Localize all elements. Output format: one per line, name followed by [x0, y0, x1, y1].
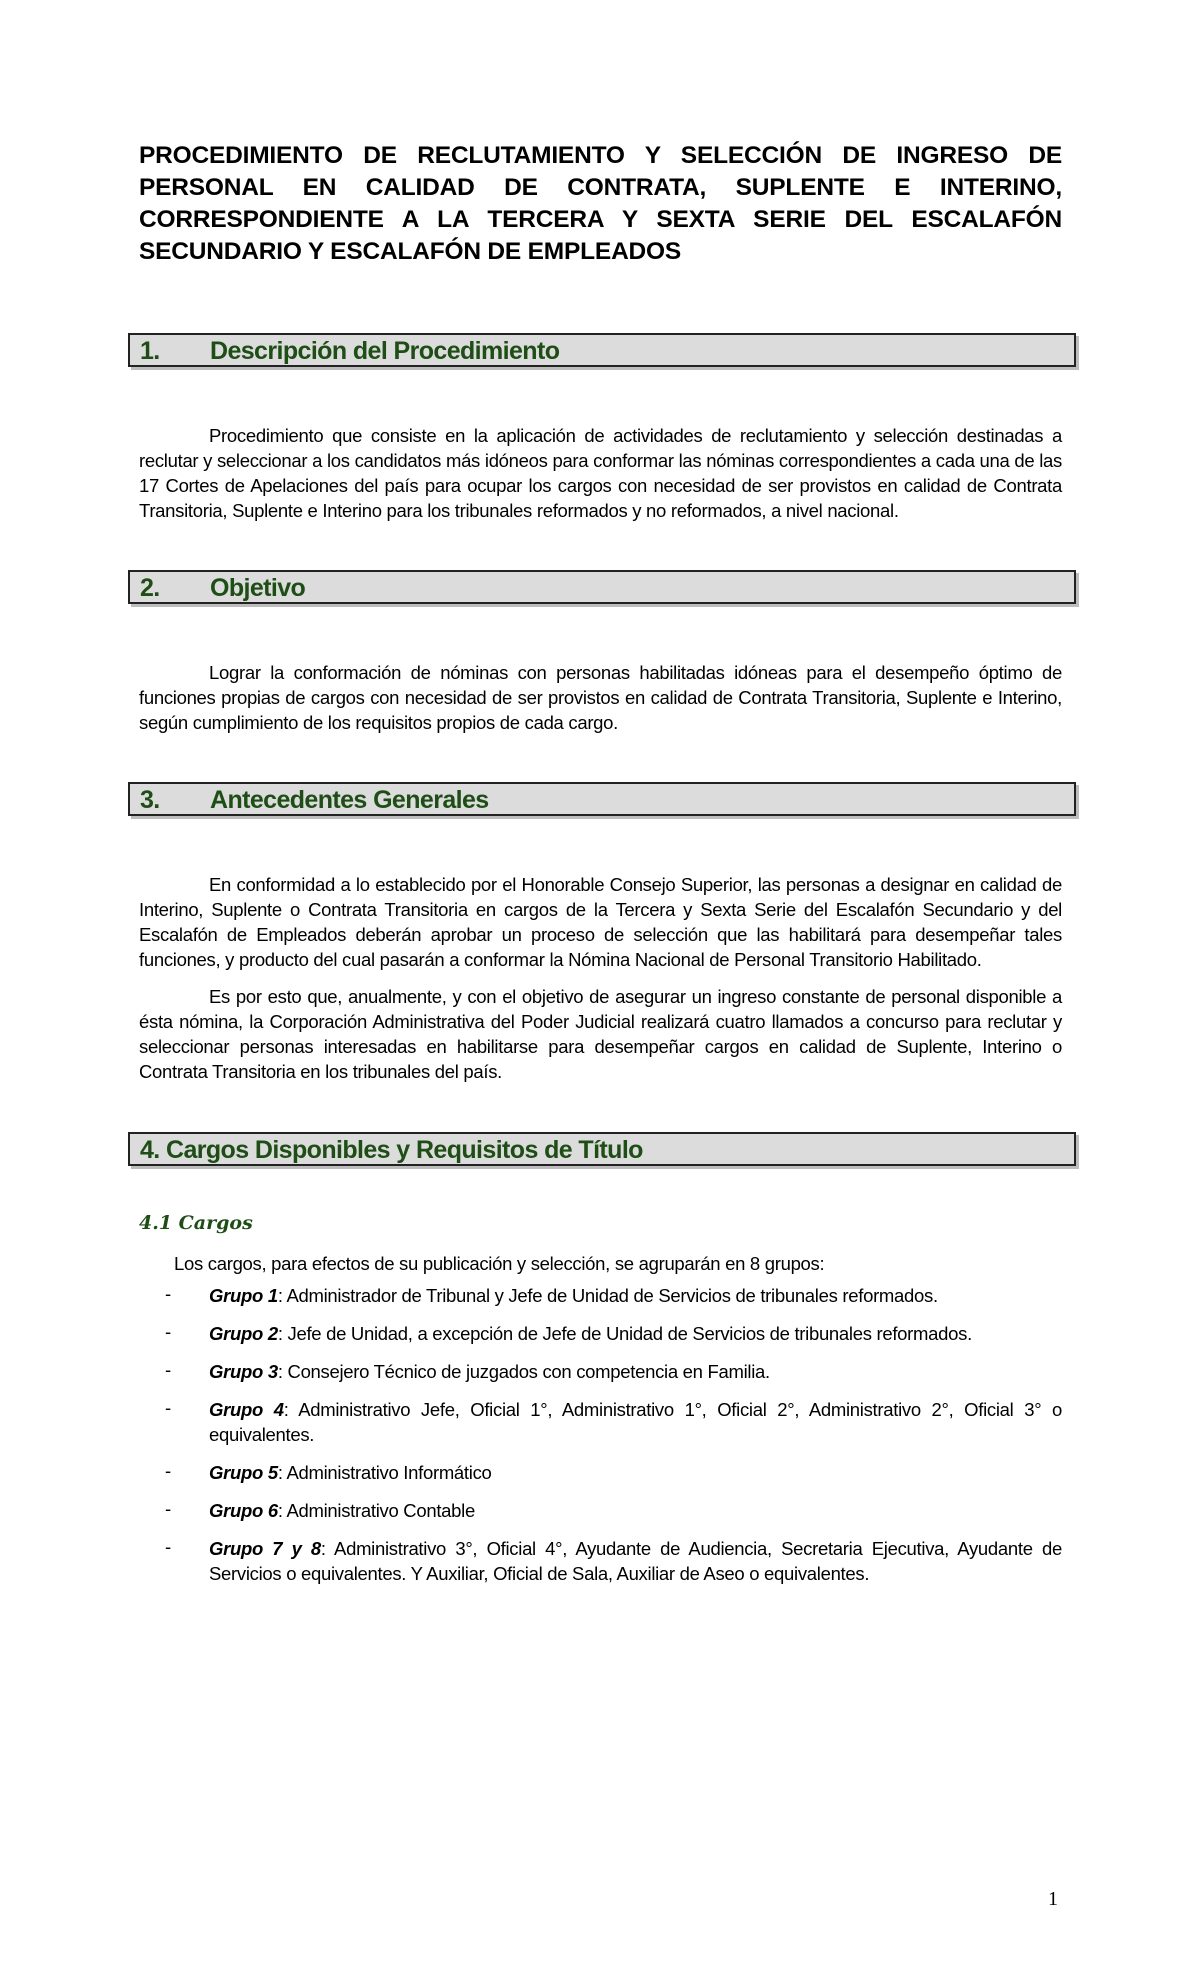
section-3-paragraph-1: En conformidad a lo establecido por el Honorable Consejo Superior, las personas a designar en calidad de Interino, Suplente o Contrata Transitoria en cargos de la Tercera y Sexta Serie del Escalafón Secundario y del Escalafón de Empleados deberán aprobar un proceso de selección que las habilitará para desempeñar tales funciones, y producto del cual pasarán a conformar la Nómina Nacional de Personal Transitorio Habilitado. [139, 874, 1062, 970]
group-description: : Jefe de Unidad, a excepción de Jefe de Unidad de Servicios de tribunales reformados. [277, 1323, 972, 1344]
dash-bullet: - [165, 1359, 171, 1380]
group-label: Grupo 4 [209, 1399, 284, 1420]
group-description: : Administrativo Contable [277, 1500, 475, 1521]
list-item [139, 1397, 1062, 1447]
section-2-paragraph: Lograr la conformación de nóminas con personas habilitadas idóneas para el desempeño óptimo de funciones propias de cargos con necesidad de ser provistos en calidad de Contrata Transitoria, Suplente e Interino, según cumplimiento de los requisitos propios de cada cargo. [139, 662, 1062, 733]
group-description: : Administrativo 3°, Oficial 4°, Ayudante de Audiencia, Secretaria Ejecutiva, Ayudante de Servicios o equivalentes. Y Auxiliar, Oficial de Sala, Auxiliar de Aseo o equivalentes. [209, 1538, 1062, 1584]
group-description: : Consejero Técnico de juzgados con competencia en Familia. [277, 1361, 770, 1382]
section-heading-3 [128, 782, 1076, 816]
list-item [139, 1359, 1062, 1384]
list-item [139, 1321, 1062, 1346]
section-heading-1 [128, 333, 1076, 367]
section-title: Antecedentes Generales [210, 786, 489, 814]
section-heading-2 [128, 570, 1076, 604]
list-item [139, 1283, 1062, 1308]
group-description: : Administrador de Tribunal y Jefe de Unidad de Servicios de tribunales reformados. [277, 1285, 938, 1306]
section-number: 1. [140, 337, 160, 365]
section-title: 4. Cargos Disponibles y Requisitos de Título [140, 1136, 643, 1164]
group-description: : Administrativo Informático [277, 1462, 492, 1483]
section-title: Descripción del Procedimiento [210, 337, 560, 365]
section-number: 3. [140, 786, 160, 814]
section-3-paragraph-2: Es por esto que, anualmente, y con el objetivo de asegurar un ingreso constante de personal disponible a ésta nómina, la Corporación Administrativa del Poder Judicial realizará cuatro llamados a concurso para reclutar y seleccionar personas interesadas en habilitarse para desempeñar cargos en calidad de Suplente, Interino o Contrata Transitoria en los tribunales del país. [139, 986, 1062, 1082]
document-title: PROCEDIMIENTO DE RECLUTAMIENTO Y SELECCIÓN DE INGRESO DE PERSONAL EN CALIDAD DE CONTRATA, SUPLENTE E INTERINO, CORRESPONDIENTE A LA TERCERA Y SEXTA SERIE DEL ESCALAFÓN SECUNDARIO Y ESCALAFÓN DE EMPLEADOS [139, 142, 1062, 265]
page-number: 1 [1048, 1888, 1058, 1910]
group-label: Grupo 1 [209, 1285, 278, 1306]
group-description: : Administrativo Jefe, Oficial 1°, Administrativo 1°, Oficial 2°, Administrativo 2°, Oficial 3° o equivalentes. [209, 1399, 1062, 1445]
dash-bullet: - [165, 1536, 171, 1557]
subsection-intro: Los cargos, para efectos de su publicación y selección, se agruparán en 8 grupos: [174, 1253, 825, 1274]
dash-bullet: - [165, 1397, 171, 1418]
subsection-heading: 4.1 Cargos [139, 1212, 253, 1234]
dash-bullet: - [165, 1283, 171, 1304]
dash-bullet: - [165, 1321, 171, 1342]
dash-bullet: - [165, 1460, 171, 1481]
section-heading-4 [128, 1132, 1076, 1166]
group-label: Grupo 6 [209, 1500, 278, 1521]
group-label: Grupo 3 [209, 1361, 278, 1382]
dash-bullet: - [165, 1498, 171, 1519]
section-title: Objetivo [210, 574, 306, 602]
group-list [139, 1283, 1062, 1599]
list-item [139, 1536, 1062, 1586]
section-number: 2. [140, 574, 160, 602]
group-label: Grupo 2 [209, 1323, 278, 1344]
group-label: Grupo 5 [209, 1462, 278, 1483]
list-item [139, 1460, 1062, 1485]
list-item [139, 1498, 1062, 1523]
group-label: Grupo 7 y 8 [209, 1538, 321, 1559]
section-1-paragraph: Procedimiento que consiste en la aplicación de actividades de reclutamiento y selección destinadas a reclutar y seleccionar a los candidatos más idóneos para conformar las nóminas correspondientes a cada una de las 17 Cortes de Apelaciones del país para ocupar los cargos con necesidad de ser provistos en calidad de Contrata Transitoria, Suplente e Interino para los tribunales reformados y no reformados, a nivel nacional. [139, 425, 1062, 521]
